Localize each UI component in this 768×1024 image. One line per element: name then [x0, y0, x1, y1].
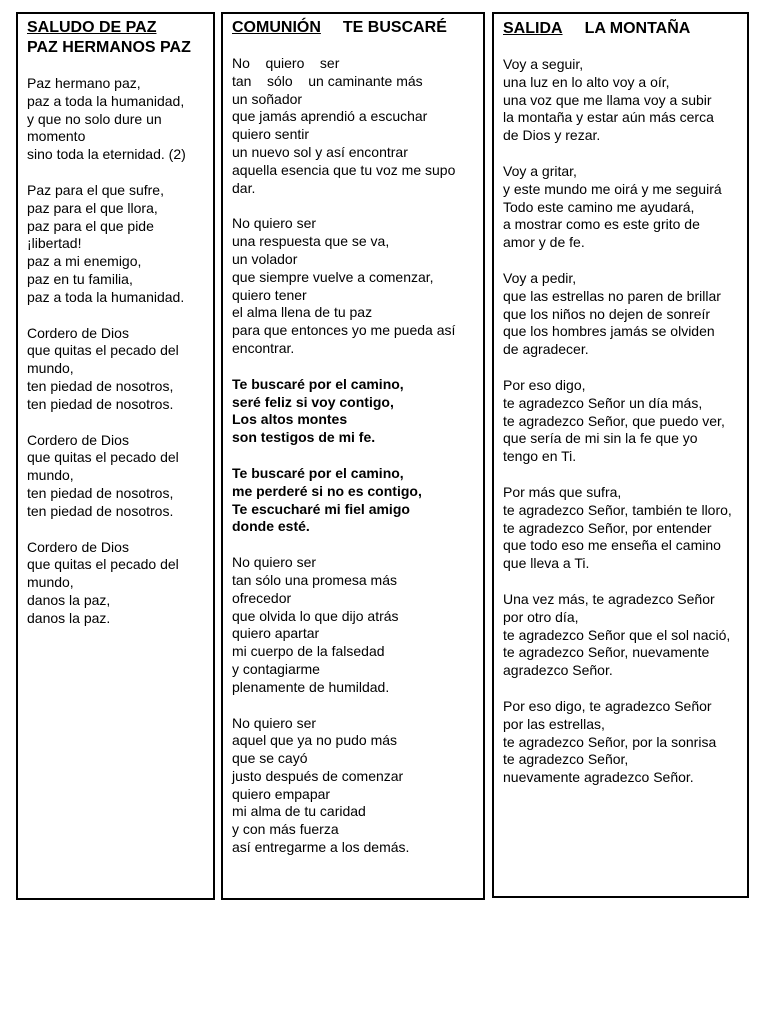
lyric-line: me perderé si no es contigo, — [232, 482, 422, 499]
lyric-line: te agradezco Señor, — [503, 751, 629, 768]
lyric-line: quiero empapar — [232, 785, 331, 802]
stanza — [232, 55, 475, 197]
lyric-line: el alma llena de tu paz — [232, 304, 373, 321]
lyric-line: Voy a pedir, — [503, 269, 577, 286]
lyric-line: paz a toda la humanidad, — [27, 92, 185, 109]
lyric-line: que quitas el pecado del mundo, — [27, 556, 183, 591]
song-title: PAZ HERMANOS PAZ — [27, 39, 191, 56]
lyric-line: paz a toda la humanidad. — [27, 288, 185, 305]
lyric-line: Te escucharé mi fiel amigo — [232, 500, 410, 517]
stanza — [503, 56, 739, 145]
lyrics — [503, 56, 739, 787]
lyric-line: por otro día, — [503, 608, 579, 625]
lyric-line: la montaña y estar aún más cerca — [503, 109, 714, 126]
lyric-line: Cordero de Dios — [27, 324, 129, 341]
lyric-line: ten piedad de nosotros. — [27, 502, 174, 519]
stanza — [232, 465, 475, 536]
section-label: SALIDA — [503, 20, 563, 37]
lyric-line: de agradecer. — [503, 341, 589, 358]
lyric-line: seré feliz si voy contigo, — [232, 393, 394, 410]
lyric-line: Por eso digo, te agradezco Señor — [503, 697, 712, 714]
lyric-line: quiero apartar — [232, 625, 320, 642]
lyric-line: danos la paz. — [27, 609, 111, 626]
lyric-line: mi alma de tu caridad — [232, 803, 366, 820]
lyric-line: que los niños no dejen de sonreír — [503, 305, 711, 322]
lyric-line: Todo este camino me ayudará, — [503, 198, 695, 215]
stanza — [232, 715, 475, 857]
lyric-line: Voy a seguir, — [503, 56, 584, 72]
lyric-line: quiero tener — [232, 286, 307, 303]
lyric-line: donde esté. — [232, 518, 310, 535]
lyric-line: Cordero de Dios — [27, 431, 129, 448]
lyric-line: Voy a gritar, — [503, 162, 577, 179]
lyric-line: danos la paz, — [27, 591, 111, 608]
stanza — [27, 325, 205, 414]
lyric-line: y con más fuerza — [232, 821, 339, 838]
lyric-line: te agradezco Señor un día más, — [503, 394, 703, 411]
lyric-line: Paz para el que sufre, — [27, 181, 164, 198]
lyric-line: te agradezco Señor, nuevamente — [503, 644, 710, 661]
lyric-line: para que entonces yo me pueda así encontrar. — [232, 322, 460, 356]
lyric-line: ofrecedor — [232, 589, 292, 606]
lyric-line: Cordero de Dios — [27, 538, 129, 555]
lyric-line: así entregarme a los demás. — [232, 839, 410, 856]
lyric-line: que jamás aprendió a escuchar — [232, 108, 428, 125]
song-title: LA MONTAÑA — [584, 20, 691, 37]
lyric-line: te agradezco Señor, que puedo ver, — [503, 412, 725, 429]
lyric-line: ten piedad de nosotros, — [27, 377, 174, 394]
lyric-line: Por eso digo, — [503, 376, 586, 393]
lyric-line: tengo en Ti. — [503, 448, 577, 465]
lyric-line: quiero sentir — [232, 126, 310, 143]
stanza — [232, 554, 475, 696]
stanza — [27, 75, 205, 164]
lyric-line: paz para el que pide ¡libertad! — [27, 217, 158, 252]
lyric-line: que los hombres jamás se olviden — [503, 323, 715, 340]
lyric-line: Una vez más, te agradezco Señor — [503, 590, 715, 607]
lyric-line: una voz que me llama voy a subir — [503, 91, 712, 108]
lyric-line: No quiero ser — [232, 215, 317, 232]
lyric-line: te agradezco Señor, por entender — [503, 519, 712, 536]
song-section-heading — [503, 19, 739, 39]
song-section-heading — [232, 18, 475, 38]
lyric-line: que todo eso me enseña el camino — [503, 537, 721, 554]
lyric-line: por las estrellas, — [503, 715, 605, 732]
lyric-line: que olvida lo que dijo atrás — [232, 607, 399, 624]
lyric-line: Los altos montes — [232, 411, 348, 428]
lyric-line: un soñador — [232, 90, 303, 107]
lyric-line: que quitas el pecado del mundo, — [27, 342, 183, 377]
lyric-line: ten piedad de nosotros, — [27, 484, 174, 501]
stanza — [232, 376, 475, 447]
stanza — [503, 270, 739, 359]
lyric-line: mi cuerpo de la falsedad — [232, 643, 385, 660]
lyric-line: de Dios y rezar. — [503, 127, 601, 144]
lyric-line: que siempre vuelve a comenzar, — [232, 268, 434, 285]
stanza — [503, 163, 739, 252]
lyric-line: agradezco Señor. — [503, 662, 613, 679]
lyric-line: son testigos de mi fe. — [232, 429, 376, 446]
lyric-line: sino toda la eternidad. (2) — [27, 146, 186, 163]
lyric-line: paz para el que llora, — [27, 199, 158, 216]
section-label: COMUNIÓN — [232, 19, 321, 36]
lyric-line: Te buscaré por el camino, — [232, 464, 404, 481]
lyric-line: un volador — [232, 250, 298, 267]
stanza — [27, 182, 205, 307]
lyric-line: aquella esencia que tu voz me supo dar. — [232, 161, 460, 196]
lyrics — [27, 75, 205, 628]
lyric-line: justo después de comenzar — [232, 767, 404, 784]
lyric-line: una respuesta que se va, — [232, 233, 390, 250]
lyric-line: No quiero ser — [232, 714, 317, 731]
stanza — [503, 591, 739, 680]
lyrics — [232, 55, 475, 857]
stanza — [503, 484, 739, 573]
song-section-heading: SALUDO DE PAZ — [27, 19, 157, 36]
stanza — [27, 539, 205, 628]
lyric-line: aquel que ya no pudo más — [232, 732, 398, 749]
lyric-line: tan sólo un caminante más — [232, 72, 423, 89]
stanza — [232, 215, 475, 357]
lyric-line: una luz en lo alto voy a oír, — [503, 73, 670, 90]
lyric-line: te agradezco Señor, por la sonrisa — [503, 733, 717, 750]
lyric-line: y este mundo me oirá y me seguirá — [503, 180, 722, 197]
lyric-line: y que no solo dure un momento — [27, 110, 166, 145]
lyric-line: nuevamente agradezco Señor. — [503, 769, 694, 786]
lyric-line: Paz hermano paz, — [27, 75, 141, 91]
song-column-saludo-de-paz — [16, 12, 215, 900]
lyric-line: te agradezco Señor, también te lloro, — [503, 501, 732, 518]
lyric-line: que lleva a Ti. — [503, 555, 590, 572]
lyric-line: amor y de fe. — [503, 234, 585, 251]
lyric-line: ten piedad de nosotros. — [27, 395, 174, 412]
lyric-line: tan sólo una promesa más — [232, 571, 397, 588]
song-column-salida — [492, 12, 749, 898]
lyric-line: Por más que sufra, — [503, 483, 622, 500]
lyric-line: que se cayó — [232, 750, 308, 767]
lyric-line: Te buscaré por el camino, — [232, 375, 404, 392]
stanza — [27, 432, 205, 521]
song-title: TE BUSCARÉ — [342, 19, 447, 36]
lyric-line: que quitas el pecado del mundo, — [27, 449, 183, 484]
lyric-line: No quiero ser — [232, 55, 340, 71]
lyric-line: te agradezco Señor que el sol nació, — [503, 626, 731, 643]
song-column-comunion — [221, 12, 485, 900]
lyric-line: paz a mi enemigo, — [27, 253, 142, 270]
lyric-line: un nuevo sol y así encontrar — [232, 143, 408, 160]
stanza — [503, 698, 739, 787]
lyric-line: y contagiarme — [232, 660, 320, 677]
lyric-line: No quiero ser — [232, 554, 317, 571]
lyric-line: que las estrellas no paren de brillar — [503, 287, 721, 304]
lyric-line: que sería de mi sin la fe que yo — [503, 430, 698, 447]
lyric-line: paz en tu familia, — [27, 270, 133, 287]
stanza — [503, 377, 739, 466]
lyric-line: a mostrar como es este grito de — [503, 216, 700, 233]
lyric-line: plenamente de humildad. — [232, 678, 390, 695]
